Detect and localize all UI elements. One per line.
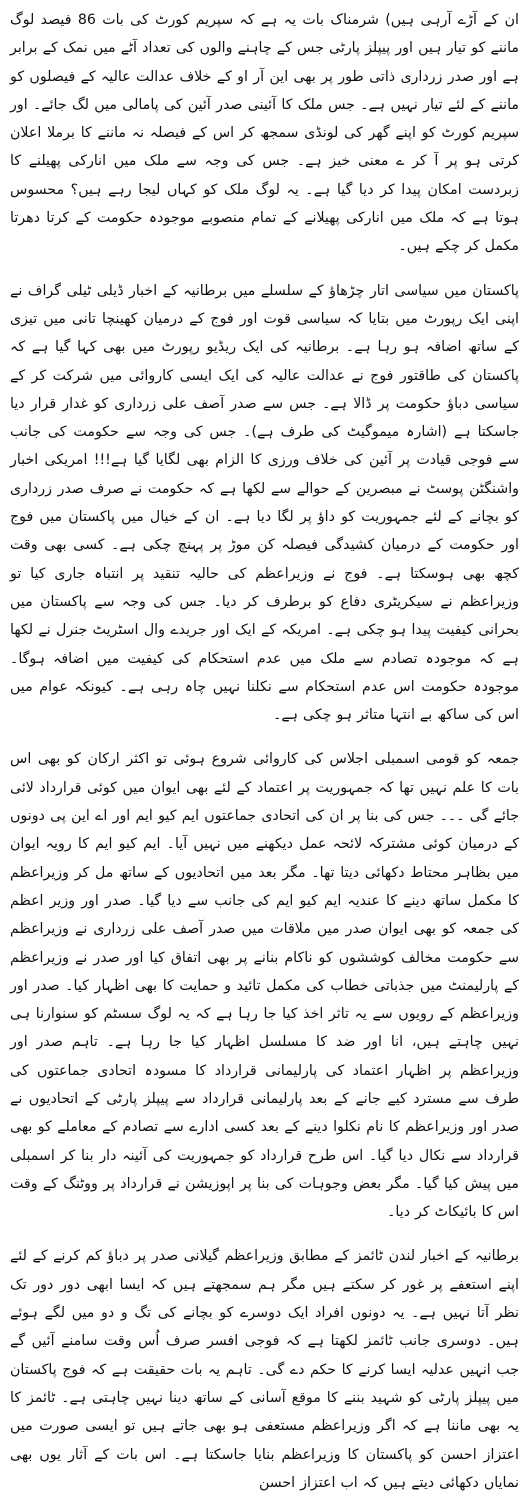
article-paragraph: ان کے آڑے آرہی ہیں) شرمناک بات یہ ہے کہ سپریم کورٹ کی بات 86 فیصد لوگ ماننے کو تیار ہیں اور پیپلز پارٹی جس کے چاہنے والوں کی تعداد آٹے میں نمک کے برابر ہے اور صدر زرداری ذاتی طور پر بھی این آر او کے خلاف عدالت عالیہ کے فیصلوں کو ماننے کے لئے تیار نہیں ہے۔ جس ملک کا آئینی صدر آئین کی پامالی میں لگ جائے۔ اور سپریم کورٹ کو اپنے گھر کی لونڈی سمجھ کر اس کے فیصلہ نہ ماننے کا برملا اعلان کرتی ہو پر آ کر ے معنی خیز ہے۔ جس کی وجہ سے ملک میں انارکی پھیلنے کا زبردست امکان پیدا کر دیا گیا ہے۔ یہ لوگ ملک کو کہاں لیجا رہے ہیں؟ محسوس ہوتا ہے کہ ملک میں انارکی پھیلانے کے تمام منصوبے موجودہ حکومت کے کرتا دھرتا مکمل کر چکے ہیں۔ [10, 12, 519, 255]
article-paragraph: جمعہ کو قومی اسمبلی اجلاس کی کاروائی شروع ہوئی تو اکثر ارکان کو بھی اس بات کا علم نہیں تھا کہ جمہوریت پر اعتماد کے لئے بھی ایوان میں کوئی قرارداد لائی جائے گی ۔۔۔ جس کی بنا پر ان کی اتحادی جماعتوں ایم کیو ایم اور اے این پی دونوں کے درمیان کوئی مشترکہ لائحہ عمل دیکھنے میں نہیں آیا۔ ایم کیو ایم کا رویہ ایوان میں بظاہر محتاط دکھائی دیتا تھا۔ مگر بعد میں اتحادیوں کے ساتھ مل کر وزیراعظم کا مکمل ساتھ دینے کا عندیہ ایم کیو ایم کی جانب سے دیا گیا۔ صدر اور وزیر اعظم کی جمعہ کو بھی ایوان صدر میں ملاقات میں صدر آصف علی زرداری نے وزیراعظم سے حکومت مخالف کوششوں کو ناکام بنانے پر بھی اتفاق کیا اور صدر نے وزیراعظم کے پارلیمنٹ میں جذباتی خطاب کی مکمل تائید و حمایت کا بھی اظہار کیا۔ صدر اور وزیراعظم کے رویوں سے یہ تاثر اخذ کیا جا رہا ہے کہ یہ لوگ سسٹم کو سنوارنا ہی نہیں چاہتے ہیں، انا اور ضد کا مسلسل اظہار کیا جا رہا ہے۔ تاہم صدر اور وزیراعظم پر اظہار اعتماد کی پارلیمانی قرارداد کا مسودہ اتحادی جماعتوں کی طرف سے مسترد کیے جانے کے بعد پارلیمانی قرارداد سے پیپلز پارٹی کے اتحادیوں نے صدر اور وزیراعظم کا نام نکلوا دینے کے بعد کسی ادارے سے تصادم کے معاملے کو بھی قرارداد سے نکال دیا گیا۔ اس طرح قرارداد کو جمہوریت کی آئینہ دار بنا کر اسمبلی میں پیش کیا گیا۔ مگر بعض وجوہات کی بنا پر اپوزیشن نے قرارداد پر ووٹنگ کے وقت اس کا بائیکاٹ کر دیا۔ [10, 751, 519, 1221]
article-paragraph: برطانیہ کے اخبار لندن ٹائمز کے مطابق وزیراعظم گیلانی صدر پر دباؤ کم کرنے کے لئے اپنے استعفے پر غور کر سکتے ہیں مگر ہم سمجھتے ہیں کہ ایسا ابھی دور دور تک نظر آتا نہیں ہے۔ یہ دونوں افراد ایک دوسرے کو بچانے کی تگ و دو میں لگے ہوئے ہیں۔ دوسری جانب ٹائمز لکھتا ہے کہ فوجی افسر صرف اُس وقت سامنے آئیں گے جب انہیں عدلیہ ایسا کرنے کا حکم دے گی۔ تاہم یہ بات حقیقت ہے کہ فوج پاکستان میں پیپلز پارٹی کو شہید بننے کا موقع آسانی کے ساتھ دینا نہیں چاہتی ہے۔ ٹائمز کا یہ بھی ماننا ہے کہ اگر وزیراعظم مستعفی ہو بھی جاتے ہیں تو ایسی صورت میں اعتزاز احسن کو پاکستان کا وزیراعظم بنایا جاسکتا ہے۔ اس بات کے آثار یوں بھی نمایاں دکھائی دیتے ہیں کہ اب اعتزاز احسن [10, 1248, 519, 1491]
article-paragraph: پاکستان میں سیاسی اتار چڑھاؤ کے سلسلے میں برطانیہ کے اخبار ڈیلی ٹیلی گراف نے اپنی ایک رپورٹ میں بتایا کہ سیاسی قوت اور فوج کے درمیان کھینچا تانی میں تیزی کے ساتھ اضافہ ہو رہا ہے۔ برطانیہ کی ایک ریڈیو رپورٹ میں بھی کہا گیا ہے کہ پاکستان کی طاقتور فوج نے عدالت عالیہ کی ایک ایسی کاروائی میں شرکت کر کے سیاسی دباؤ حکومت پر ڈالا ہے۔ جس سے صدر آصف علی زرداری کو غدار قرار دیا جاسکتا ہے (اشارہ میموگیٹ کی طرف ہے)۔ جس کی وجہ سے حکومت کی جانب سے فوجی قیادت پر آئین کی خلاف ورزی کا الزام بھی لگایا گیا ہے!!! امریکی اخبار واشنگٹن پوسٹ نے مبصرین کے حوالے سے لکھا ہے کہ حکومت نے صرف صدر زرداری کو بچانے کے لئے جمہوریت کو داؤ پر لگا دیا ہے۔ ان کے خیال میں پاکستان میں فوج اور حکومت کے درمیان کشیدگی فیصلہ کن موڑ پر پہنچ چکی ہے۔ کسی بھی وقت کچھ بھی ہوسکتا ہے۔ فوج نے وزیراعظم کی حالیہ تنقید پر انتباہ جاری کیا تو وزیراعظم نے سیکریٹری دفاع کو برطرف کر دیا۔ جس کی وجہ سے پاکستان میں بحرانی کیفیت پیدا ہو چکی ہے۔ امریکہ کے ایک اور جریدے وال اسٹریٹ جنرل نے لکھا ہے کہ موجودہ تصادم سے ملک میں عدم استحکام کی کیفیت میں اضافہ ہوگا۔ موجودہ حکومت اس عدم استحکام سے نکلنا نہیں چاہ رہی ہے۔ کیونکہ عوام میں اس کی ساکھ بے انتہا متاثر ہو چکی ہے۔ [10, 282, 519, 724]
paragraph-spacer [10, 261, 519, 277]
paragraph-spacer [10, 1226, 519, 1242]
paragraph-spacer [10, 729, 519, 745]
